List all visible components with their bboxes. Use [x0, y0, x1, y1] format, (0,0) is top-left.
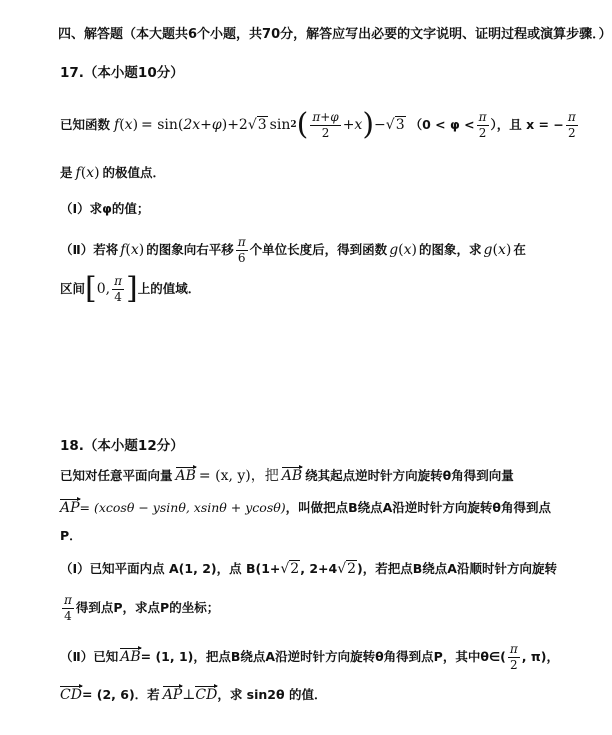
vector-AB-3: AB: [120, 649, 141, 665]
q17-interval-num: π: [114, 273, 122, 288]
f-symbol-2: f: [75, 165, 81, 181]
q17-interval-lbracket: [: [85, 271, 97, 306]
q17-arg1: (2x+φ): [177, 117, 228, 133]
q17-line2: [60, 166, 165, 180]
q17-interval-suffix: 上的值域．: [137, 280, 201, 296]
q17-intro: 已知函数: [60, 116, 111, 132]
q18-part2-line: [60, 642, 559, 672]
q18-part1-d: 得到点P，求点P的坐标；: [75, 599, 220, 615]
q18-rot-den: 4: [64, 608, 72, 623]
q17-and-frac-num: π: [567, 109, 576, 124]
q17-line1: [60, 103, 580, 147]
vector-AB: AB: [175, 468, 196, 484]
q18-part2-c: , π)，: [521, 648, 559, 664]
q17-and-fraction: [566, 111, 578, 139]
q18-line2-text: ，叫做把点B绕点A沿逆时针方向旋转θ角得到点: [285, 499, 551, 515]
q17-cond-frac-num: π: [478, 109, 487, 124]
q18-line3-text: P．: [60, 528, 82, 543]
q17-part2-gx: g(x): [389, 242, 417, 258]
q17-sqrt3-b: √3: [385, 117, 405, 133]
q17-sqrt3: √3: [247, 117, 267, 133]
q17-arg1-text: 2x+φ: [183, 117, 222, 133]
q18-part1-c: )，若把点B绕点A沿顺时针方向旋转: [357, 560, 557, 576]
q18-points: （本小题12分）: [83, 438, 184, 454]
q18-part2-line2: [60, 688, 326, 702]
q17-part2-c: 个单位长度后，得到函数: [249, 241, 388, 257]
q17-line2-prefix: 是: [60, 164, 73, 180]
q17-sin-word: sin: [269, 117, 291, 133]
q17-number: 17.: [60, 65, 84, 81]
q17-part2-a: （Ⅱ）若将: [60, 241, 119, 257]
q17-frac-num: π+φ: [312, 109, 339, 124]
q18-sqrt2a: √2: [280, 561, 300, 577]
q18-part2-b: = (1, 1)，把点B绕点A沿逆时针方向旋转θ角得到点P，其中θ∈(: [140, 648, 506, 664]
q18-number: 18.: [60, 438, 84, 454]
q17-line2-fx: f(x): [75, 165, 100, 181]
q17-frac-den: 2: [321, 125, 330, 140]
g-symbol-2: g: [483, 242, 493, 258]
q18-line1: [60, 469, 514, 483]
section-header: [58, 28, 612, 41]
q17-part2-d: 的图象，求: [419, 241, 482, 257]
x-symbol: x: [124, 117, 133, 133]
q17-shift-den: 6: [237, 250, 246, 265]
section-header-text: 四、解答题（本大题共6个小题，共70分，解答应写出必要的文字说明、证明过程或演算步骤．）: [58, 27, 612, 42]
q18-sqrt2b: √2: [337, 561, 357, 577]
q18-sqrt2a-radicand: 2: [290, 561, 300, 577]
q18-line1-c: 绕其起点逆时针方向旋转θ角得到向量: [305, 467, 514, 483]
q18-part2-d: = (2, 6)．若: [81, 686, 160, 702]
q17-sqrt3-radicand: 3: [257, 117, 267, 133]
q17-cond-close: ），且 x = −: [490, 116, 564, 132]
q17-plus-x: +x: [342, 117, 363, 133]
q18-part1-a: （Ⅰ）已知平面内点 A(1, 2)，点 B(1+: [60, 560, 281, 576]
q17-part2-line: [60, 235, 526, 265]
q17-fraction: [310, 111, 340, 139]
q18-line3: [60, 530, 82, 543]
q18-sqrt2b-radicand: 2: [347, 561, 357, 577]
q17-shift-fraction: [236, 236, 248, 264]
q17-points: （本小题10分）: [83, 65, 184, 81]
q17-part1-text: （Ⅰ）求φ的值；: [60, 201, 150, 216]
q18-line1-b: = (x, y)，把: [198, 468, 279, 484]
q17-interval-den: 4: [114, 289, 122, 304]
vector-CD-2: CD: [195, 687, 218, 703]
x-symbol-3: x: [130, 242, 139, 258]
q18-part1-line2: [60, 593, 219, 623]
q17-f-of-x: f(x): [114, 117, 139, 133]
g-symbol: g: [389, 242, 399, 258]
q17-minus: −: [374, 117, 386, 133]
q17-interval-fraction: [112, 275, 124, 303]
q18-theta-den: 2: [509, 657, 518, 672]
q17-interval-rbracket: ]: [125, 271, 138, 306]
q17-line2-suffix: 的极值点．: [102, 164, 166, 180]
q18-heading: [60, 440, 184, 454]
q18-part1-line: [60, 562, 557, 576]
perp-symbol: ⊥: [182, 687, 196, 703]
q17-and-frac-den: 2: [567, 125, 576, 140]
x-symbol-4: x: [403, 242, 412, 258]
q17-plus-coef: +2: [227, 117, 248, 133]
q18-theta-num: π: [509, 641, 518, 656]
q18-theta-fraction: [508, 643, 520, 671]
q18-part2-a: （Ⅱ）已知: [60, 648, 119, 664]
q17-part1: [60, 203, 149, 216]
q17-eq-sin: = sin: [141, 117, 178, 133]
x-symbol-5: x: [497, 242, 506, 258]
q17-interval-line: [60, 272, 200, 306]
vector-AP-2: AP: [162, 687, 183, 703]
q17-part2-b: 的图象向右平移: [146, 241, 234, 257]
f-symbol-3: f: [120, 242, 126, 258]
vector-AB-2: AB: [281, 468, 303, 484]
q18-rot-num: π: [64, 592, 72, 607]
q17-part2-gx-2: g(x): [483, 242, 512, 258]
q17-rparen: ): [362, 107, 375, 142]
q17-cond-fraction: [477, 111, 489, 139]
q17-interval-zero: 0,: [96, 281, 111, 297]
q18-part1-b: , 2+4: [300, 560, 338, 576]
q17-interval-prefix: 区间: [60, 280, 86, 296]
q18-line2-expr: = (xcosθ − ysinθ, xsinθ + ycosθ): [79, 499, 286, 515]
vector-AP: AP: [60, 500, 80, 516]
q18-part2-e: ，求 sin2θ 的值．: [217, 686, 327, 702]
q17-heading: [60, 67, 184, 81]
q17-cond-frac-den: 2: [478, 125, 487, 140]
q17-cond-open: （0 < φ <: [409, 116, 475, 132]
q18-rot-fraction: [62, 594, 74, 622]
q17-sin-exp: 2: [290, 119, 297, 130]
q17-part2-fx: f(x): [120, 242, 145, 258]
q17-part2-e: 在: [513, 241, 526, 257]
vector-CD: CD: [60, 687, 82, 703]
f-symbol: f: [114, 117, 120, 133]
q17-shift-num: π: [237, 234, 246, 249]
x-symbol-2: x: [86, 165, 95, 181]
q17-lparen: (: [296, 107, 309, 142]
q18-line2: [60, 501, 551, 515]
q18-line1-a: 已知对任意平面向量: [60, 467, 173, 483]
q17-sqrt3b-radicand: 3: [395, 117, 405, 133]
